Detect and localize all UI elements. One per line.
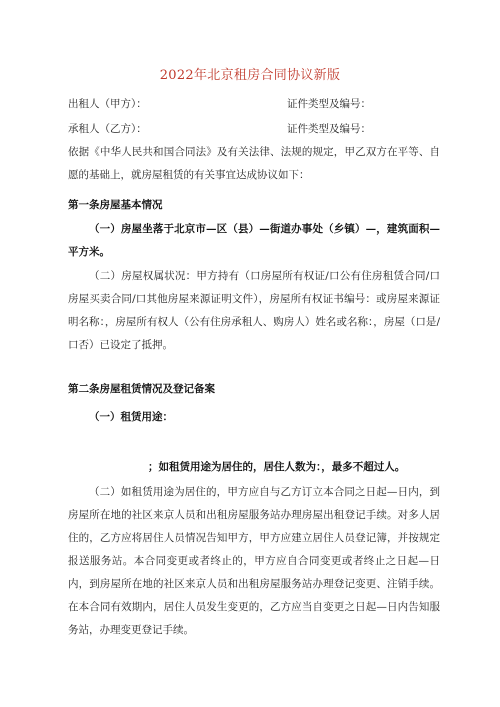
article-2-clause-1-continued: ；如租赁用途为居住的，居住人数为：，最多不超过人。 — [148, 461, 406, 473]
lessee-label: 承租人（乙方）： — [68, 123, 147, 135]
article-1-clause-2: （二）房屋权属状况：甲方持有（口房屋所有权证/口公有住房租赁合同/口房屋买卖合同/口其他房屋来源证明文件），房屋所有权证书编号：或房屋来源证明名称：，房屋所有权人（公有住房承租人、购房人）姓名或名称：，房屋（口是/口否）已设定了抵押。 — [68, 270, 440, 351]
lessor-id-label: 证件类型及编号： — [287, 98, 371, 110]
article-2-heading: 第二条房屋租赁情况及登记备案 — [68, 383, 215, 395]
article-2-clause-1: （一）租赁用途： — [89, 411, 173, 423]
intro-paragraph: 依据《中华人民共和国合同法》及有关法律、法规的规定，甲乙双方在平等、自愿的基础上，就房屋租赁的有关事宜达成协议如下： — [68, 146, 440, 181]
lessor-label: 出租人（甲方）： — [68, 98, 147, 110]
document-title: 2022年北京租房合同协议新版 — [159, 68, 341, 83]
article-2-clause-2: （二）如租赁用途为居住的，甲方应自与乙方订立本合同之日起—日内，到房屋所在地的社区来京人员和出租房屋服务站办理房屋出租登记手续。对多人居住的，乙方应将居住人员情况告知甲方，甲方应建立居住人员登记簿，并按规定报送服务站。本合同变更或者终止的，甲方应自合同变更或者终止之日起—日内，到房屋所在地的社区来京人员和出租房屋服务站办理登记变更、注销手续。在本合同有效期内，居住人员发生变更的，乙方应当自变更之日起—日内告知服务站，办理变更登记手续。 — [68, 486, 440, 636]
article-1-clause-1: （一）房屋坐落于北京市—区（县）—街道办事处（乡镇）—，建筑面积—平方米。 — [68, 223, 440, 258]
lessee-id-label: 证件类型及编号： — [287, 123, 371, 135]
article-1-heading: 第一条房屋基本情况 — [68, 199, 163, 211]
